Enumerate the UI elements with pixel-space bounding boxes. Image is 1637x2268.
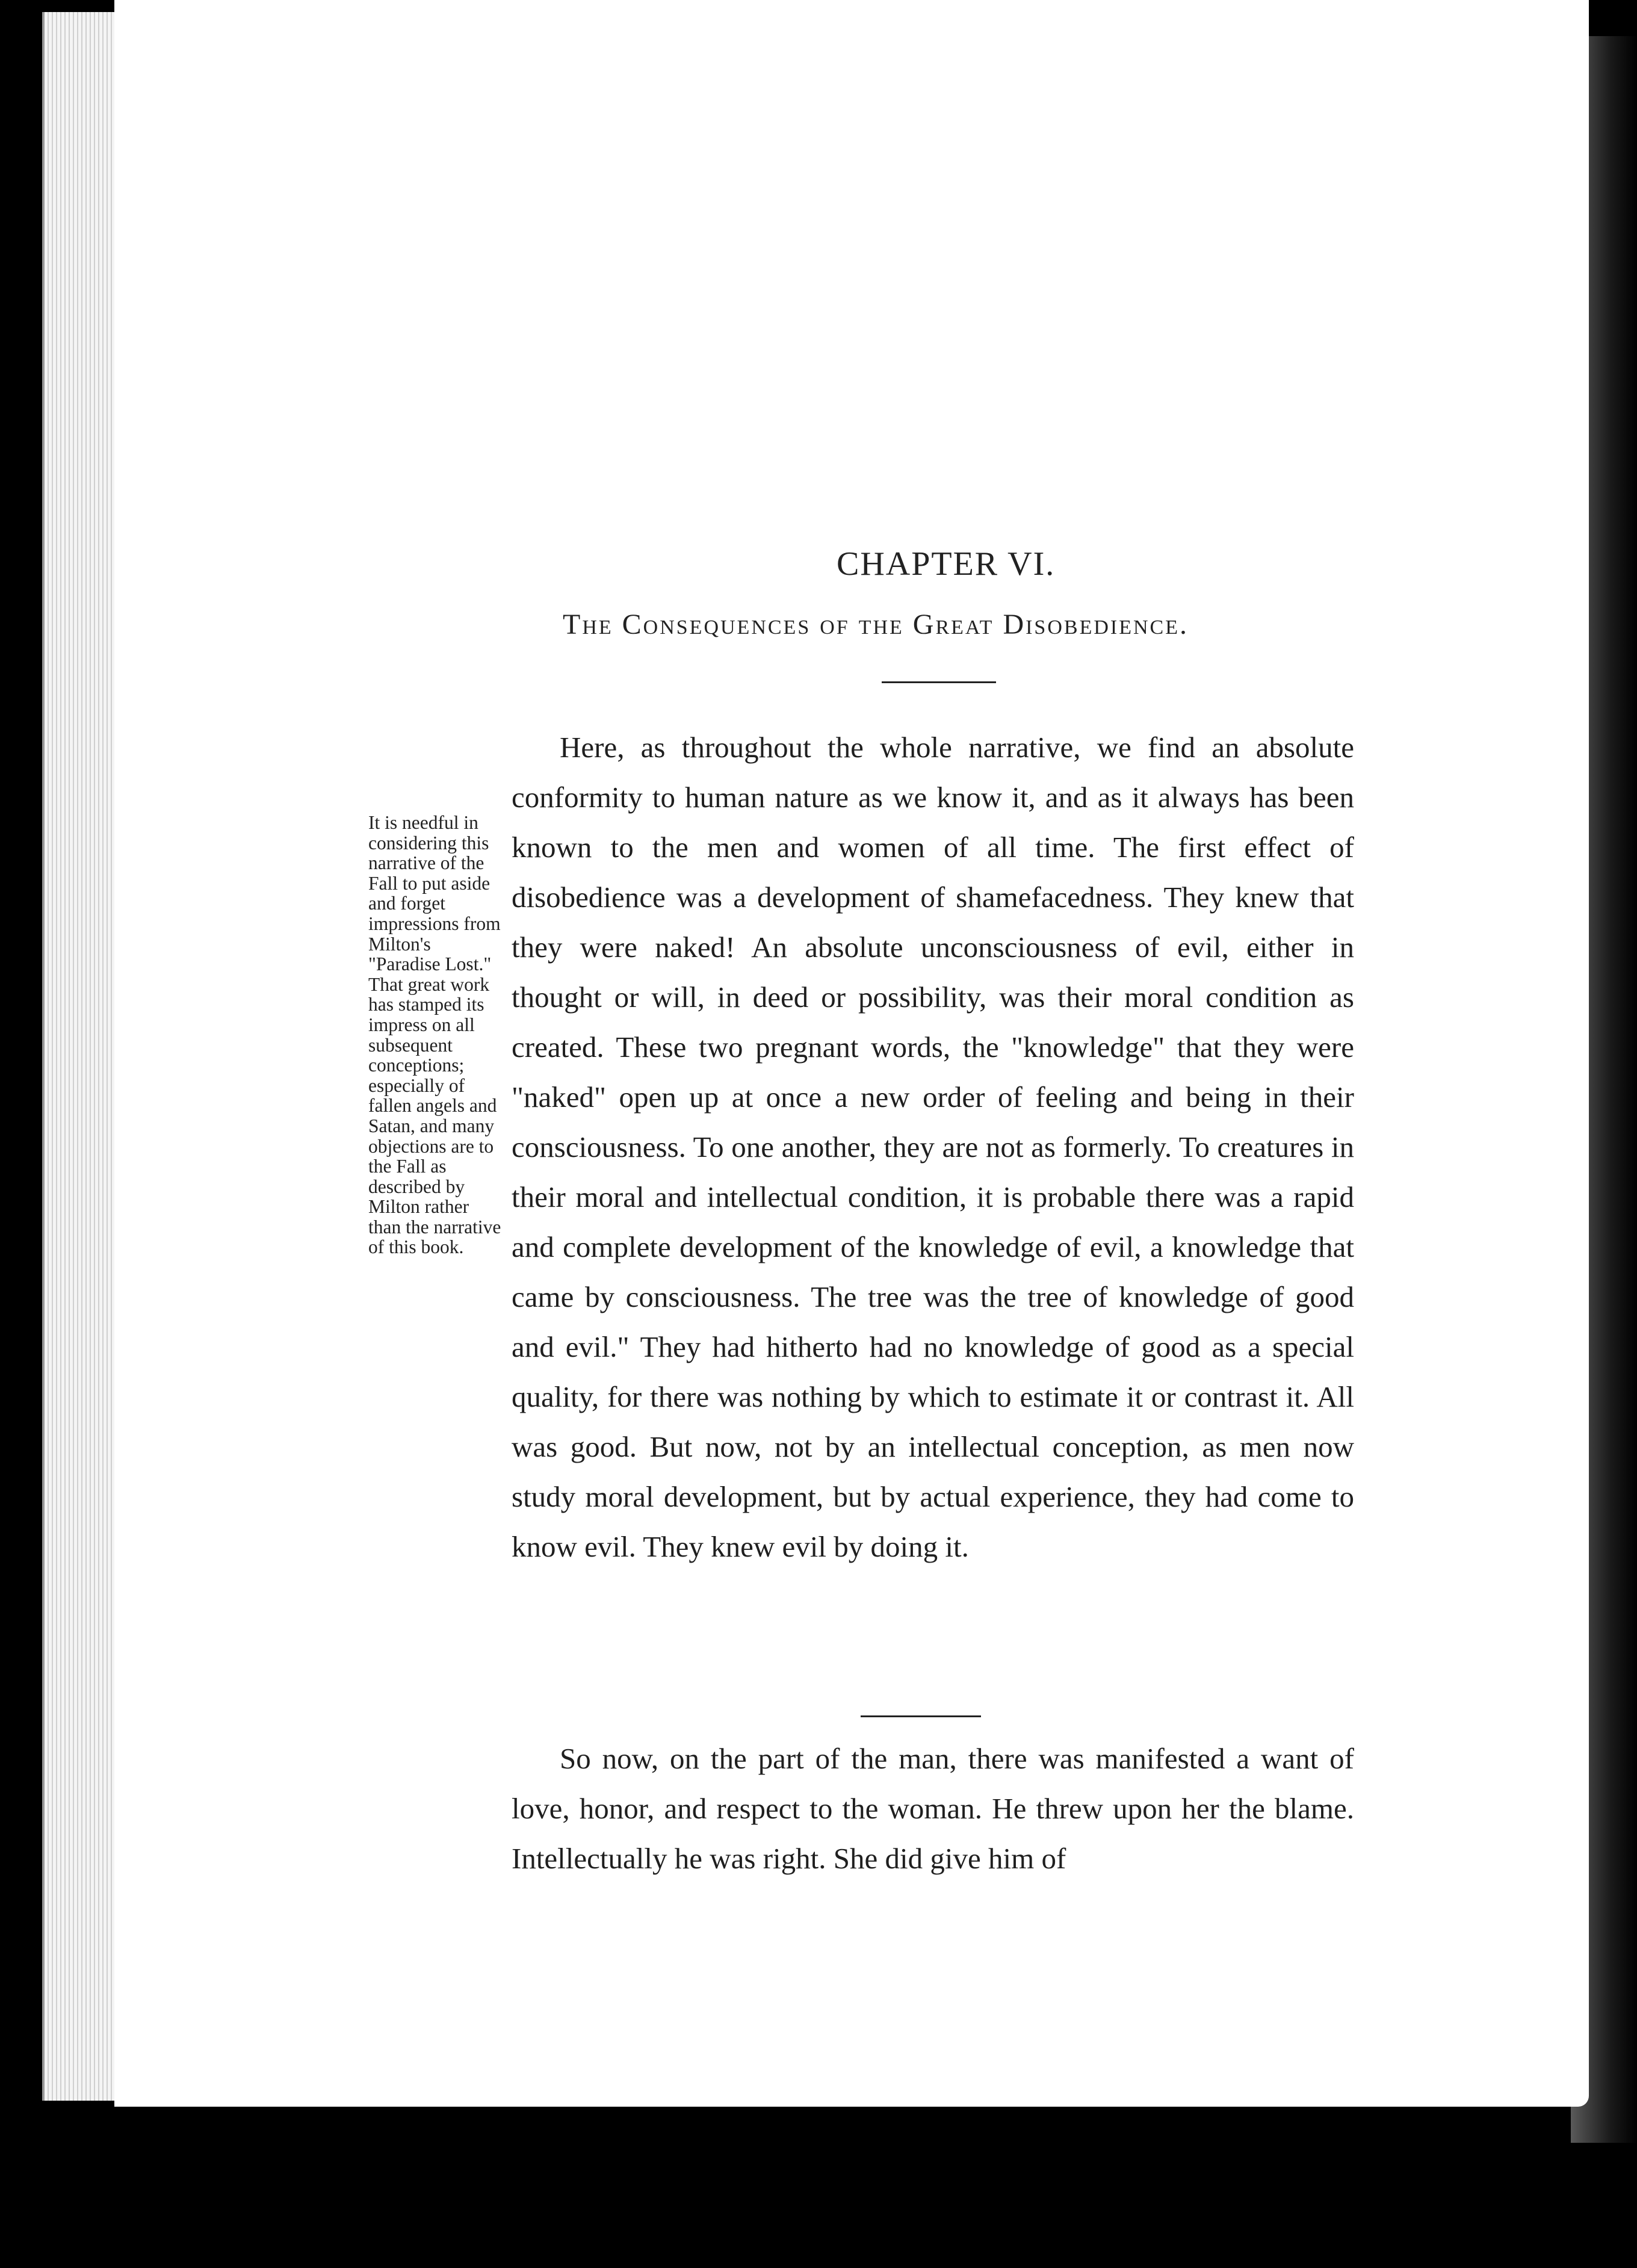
margin-note: It is needful in considering this narrative of the Fall to put aside and forget impressions from Milton's "Paradise Lost." That great work has stamped its impress on all subsequent conceptions; especially of fallen angels and Satan, and many objections are to the Fall as described by Milton rather than the narrative of this book. [368, 812, 501, 1258]
chapter-heading: CHAPTER VI. [837, 545, 1056, 583]
body-paragraph: So now, on the part of the man, there was manifested a want of love, honor, and respect to the woman. He threw upon her the blame. Intellectually he was right. She did give him of [512, 1742, 1354, 1875]
body-paragraph: Here, as throughout the whole narrative, we find an absolute conformity to human nature as we know it, and as it always has been known to the men and women of all time. The first effect of disobedience was a development of shamefacedness. They knew that they were naked! An absolute unconsciousness of evil, either in thought or will, in deed or possibility, was their moral condition as created. These two pregnant words, the "knowledge" that they were "naked" open up at once a new order of feeling and being in their consciousness. To one another, they are not as formerly. To creatures in their moral and intellectual condition, it is probable there was a rapid and complete development of the knowledge of evil, a knowledge that came by consciousness. The tree was the tree of knowledge of good and evil." They had hitherto had no knowledge of good as a special quality, for there was nothing by which to estimate it or contrast it. All was good. But now, not by an intellectual conception, as men now study moral development, but by actual experience, they had come to know evil. They knew evil by doing it. [512, 731, 1354, 1563]
chapter-subtitle: The Consequences of the Great Disobedience. [563, 609, 1189, 640]
section-divider [882, 681, 996, 683]
section-divider [861, 1715, 981, 1717]
